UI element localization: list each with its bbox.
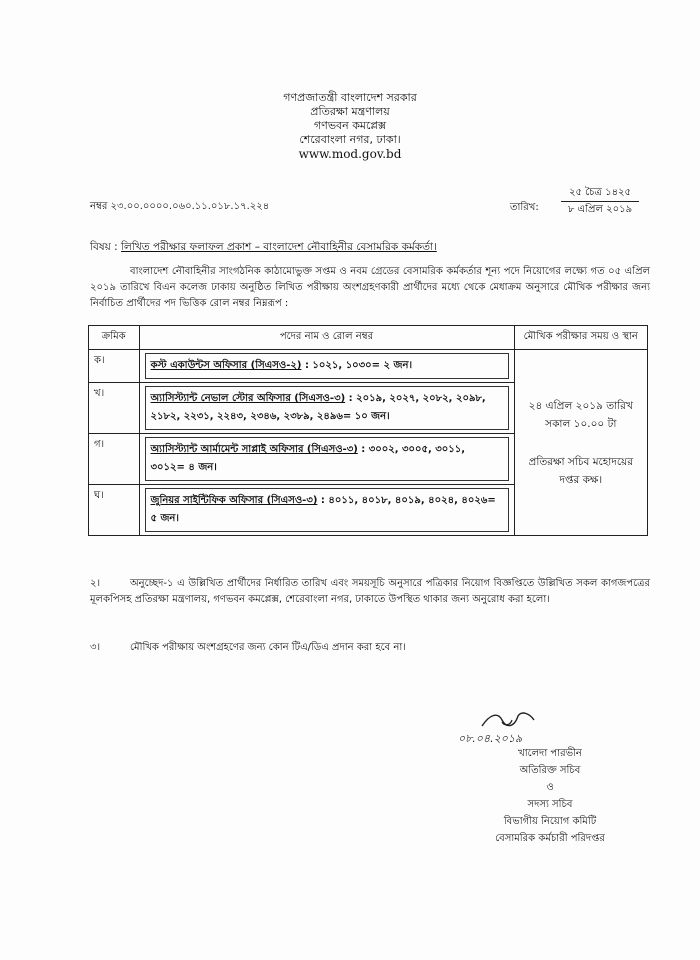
website-link[interactable]: www.mod.gov.bd	[298, 147, 402, 161]
instruction-paragraph	[90, 576, 650, 608]
reference-number: নম্বর ২৩.০০.০০০০.০৬০.১১.০১৮.১৭.২২৪	[90, 201, 270, 212]
signature-date: ০৮.০৪.২০১৯	[458, 732, 523, 745]
row-serial: গ।	[89, 434, 140, 485]
row-serial: ঘ।	[89, 485, 140, 536]
venue-cell	[514, 350, 647, 536]
intro-paragraph: বাংলাদেশ নৌবাহিনীর সাংগঠনিক কাঠামোভুক্ত সপ্তম ও নবম গ্রেডের বেসামরিক কর্মকর্তার শূন্য পদে নিয়োগের লক্ষ্যে গত ০৫ এপ্রিল ২০১৯ তারিখে বিএন কলেজ ঢাকায় অনুষ্ঠিত লিখিত পরীক্ষায় অংশগ্রহণকারী প্রার্থীদের মধ্যে থেকে মেধাক্রম অনুসারে মৌখিক পরীক্ষার জন্য নির্বাচিত প্রার্থীদের পদ ভিত্তিক রোল নম্বর নিম্নরূপ :	[90, 266, 650, 309]
table-row	[89, 350, 648, 383]
ministry-name: প্রতিরক্ষা মন্ত্রণালয়	[310, 105, 390, 118]
date-bangla: ২৫ চৈত্র ১৪২৫	[568, 187, 632, 198]
post-box	[145, 353, 509, 379]
ta-da-paragraph	[90, 640, 650, 657]
roll-numbers: : ১০২১, ১০৩০= ২ জন।	[301, 360, 413, 371]
row-serial: ক।	[89, 350, 140, 383]
office-address-2: শেরেবাংলা নগর, ঢাকা।	[299, 133, 401, 146]
roll-numbers: : ৩০০২, ৩০০৫, ৩০১১, ৩০১২= ৪ জন।	[150, 444, 466, 473]
govt-name: গণপ্রজাতন্ত্রী বাংলাদেশ সরকার	[283, 91, 417, 104]
exam-time: ২৪ এপ্রিল ২০১৯ তারিখ সকাল ১০.০০ টা	[528, 399, 633, 430]
col-post-header: পদের নাম ও রোল নম্বর	[139, 326, 514, 350]
date-divider	[561, 201, 639, 202]
row-post-cell	[139, 383, 514, 434]
signatory-designation: অতিরিক্ত সচিব	[519, 765, 581, 776]
paragraph-number: ৩।	[90, 642, 101, 653]
signature-scribble	[478, 708, 538, 732]
conjunction: ও	[546, 782, 554, 793]
paragraph-text: মৌখিক পরীক্ষায় অংশগ্রহণের জন্য কোন টিএ/ডিএ প্রদান করা হবে না।	[130, 642, 406, 653]
subject-label: বিষয় :	[90, 241, 118, 253]
roll-numbers: : ৪০১১, ৪০১৮, ৪০১৯, ৪০২৪, ৪০২৬= ৫ জন।	[150, 495, 496, 524]
col-serial-header: ক্রমিক	[89, 326, 140, 350]
roll-numbers: : ২০১৯, ২০২৭, ২০৮২, ২০৯৮, ২১৮২, ২২৩১, ২২৪৩, ২৩৪৬, ২৩৮৯, ২৪৯৬= ১০ জন।	[150, 393, 486, 422]
row-post-cell	[139, 485, 514, 536]
row-post-cell	[139, 350, 514, 383]
subject-line	[90, 240, 437, 257]
subject-text: লিখিত পরীক্ষার ফলাফল প্রকাশ – বাংলাদেশ নৌবাহিনীর বেসামরিক কর্মকর্তা।	[121, 241, 437, 253]
post-box	[145, 386, 509, 430]
table-header-row	[89, 326, 648, 350]
result-table	[88, 325, 648, 536]
exam-place: প্রতিরক্ষা সচিব মহোদয়ের দপ্তর কক্ষ।	[528, 455, 633, 486]
post-box	[145, 437, 509, 481]
office-address-1: গণভবন কমপ্লেক্স	[313, 119, 387, 132]
date-label: তারিখ:	[510, 202, 539, 213]
signatory-name: খালেদা পারভীন	[518, 748, 582, 759]
post-box	[145, 488, 509, 532]
post-title: কস্ট একাউন্টস অফিসার (সিএসও-২)	[150, 360, 302, 371]
signature-block	[440, 745, 660, 847]
paragraph-text: অনুচ্ছেদ-১ এ উল্লিখিত প্রার্থীদের নির্ধারিত তারিখ এবং সময়সূচি অনুসারে পত্রিকার নিয়োগ বিজ্ঞপ্তিতে উল্লিখিত সকল কাগজপত্রের মূলকপিসহ প্রতিরক্ষা মন্ত্রণালয়, গণভবন কমপ্লেক্স, শেরেবাংলা নগর, ঢাকাতে উপস্থিত থাকার জন্য অনুরোধ করা হলো।	[90, 578, 650, 605]
letterhead	[0, 91, 700, 161]
paragraph-number: ২।	[90, 578, 101, 589]
date-english: ৮ এপ্রিল ২০১৯	[567, 204, 633, 215]
signatory-role: সদস্য সচিব	[527, 799, 573, 810]
row-serial: খ।	[89, 383, 140, 434]
post-title: জুনিয়র সাইন্টিফিক অফিসার (সিএসও-৩)	[150, 495, 318, 506]
directorate-name: বেসামরিক কর্মচারী পরিদপ্তর	[495, 833, 605, 844]
committee-name: বিভাগীয় নিয়োগ কমিটি	[503, 816, 597, 827]
post-title: অ্যাসিস্ট্যান্ট আর্মামেন্ট সাপ্লাই অফিসার (সিএসও-৩)	[150, 444, 358, 455]
date-block	[555, 186, 645, 217]
row-post-cell	[139, 434, 514, 485]
col-venue-header: মৌখিক পরীক্ষার সময় ও স্থান	[514, 326, 647, 350]
post-title: অ্যাসিস্ট্যান্ট নেভাল স্টোর অফিসার (সিএসও-৩)	[150, 393, 346, 404]
